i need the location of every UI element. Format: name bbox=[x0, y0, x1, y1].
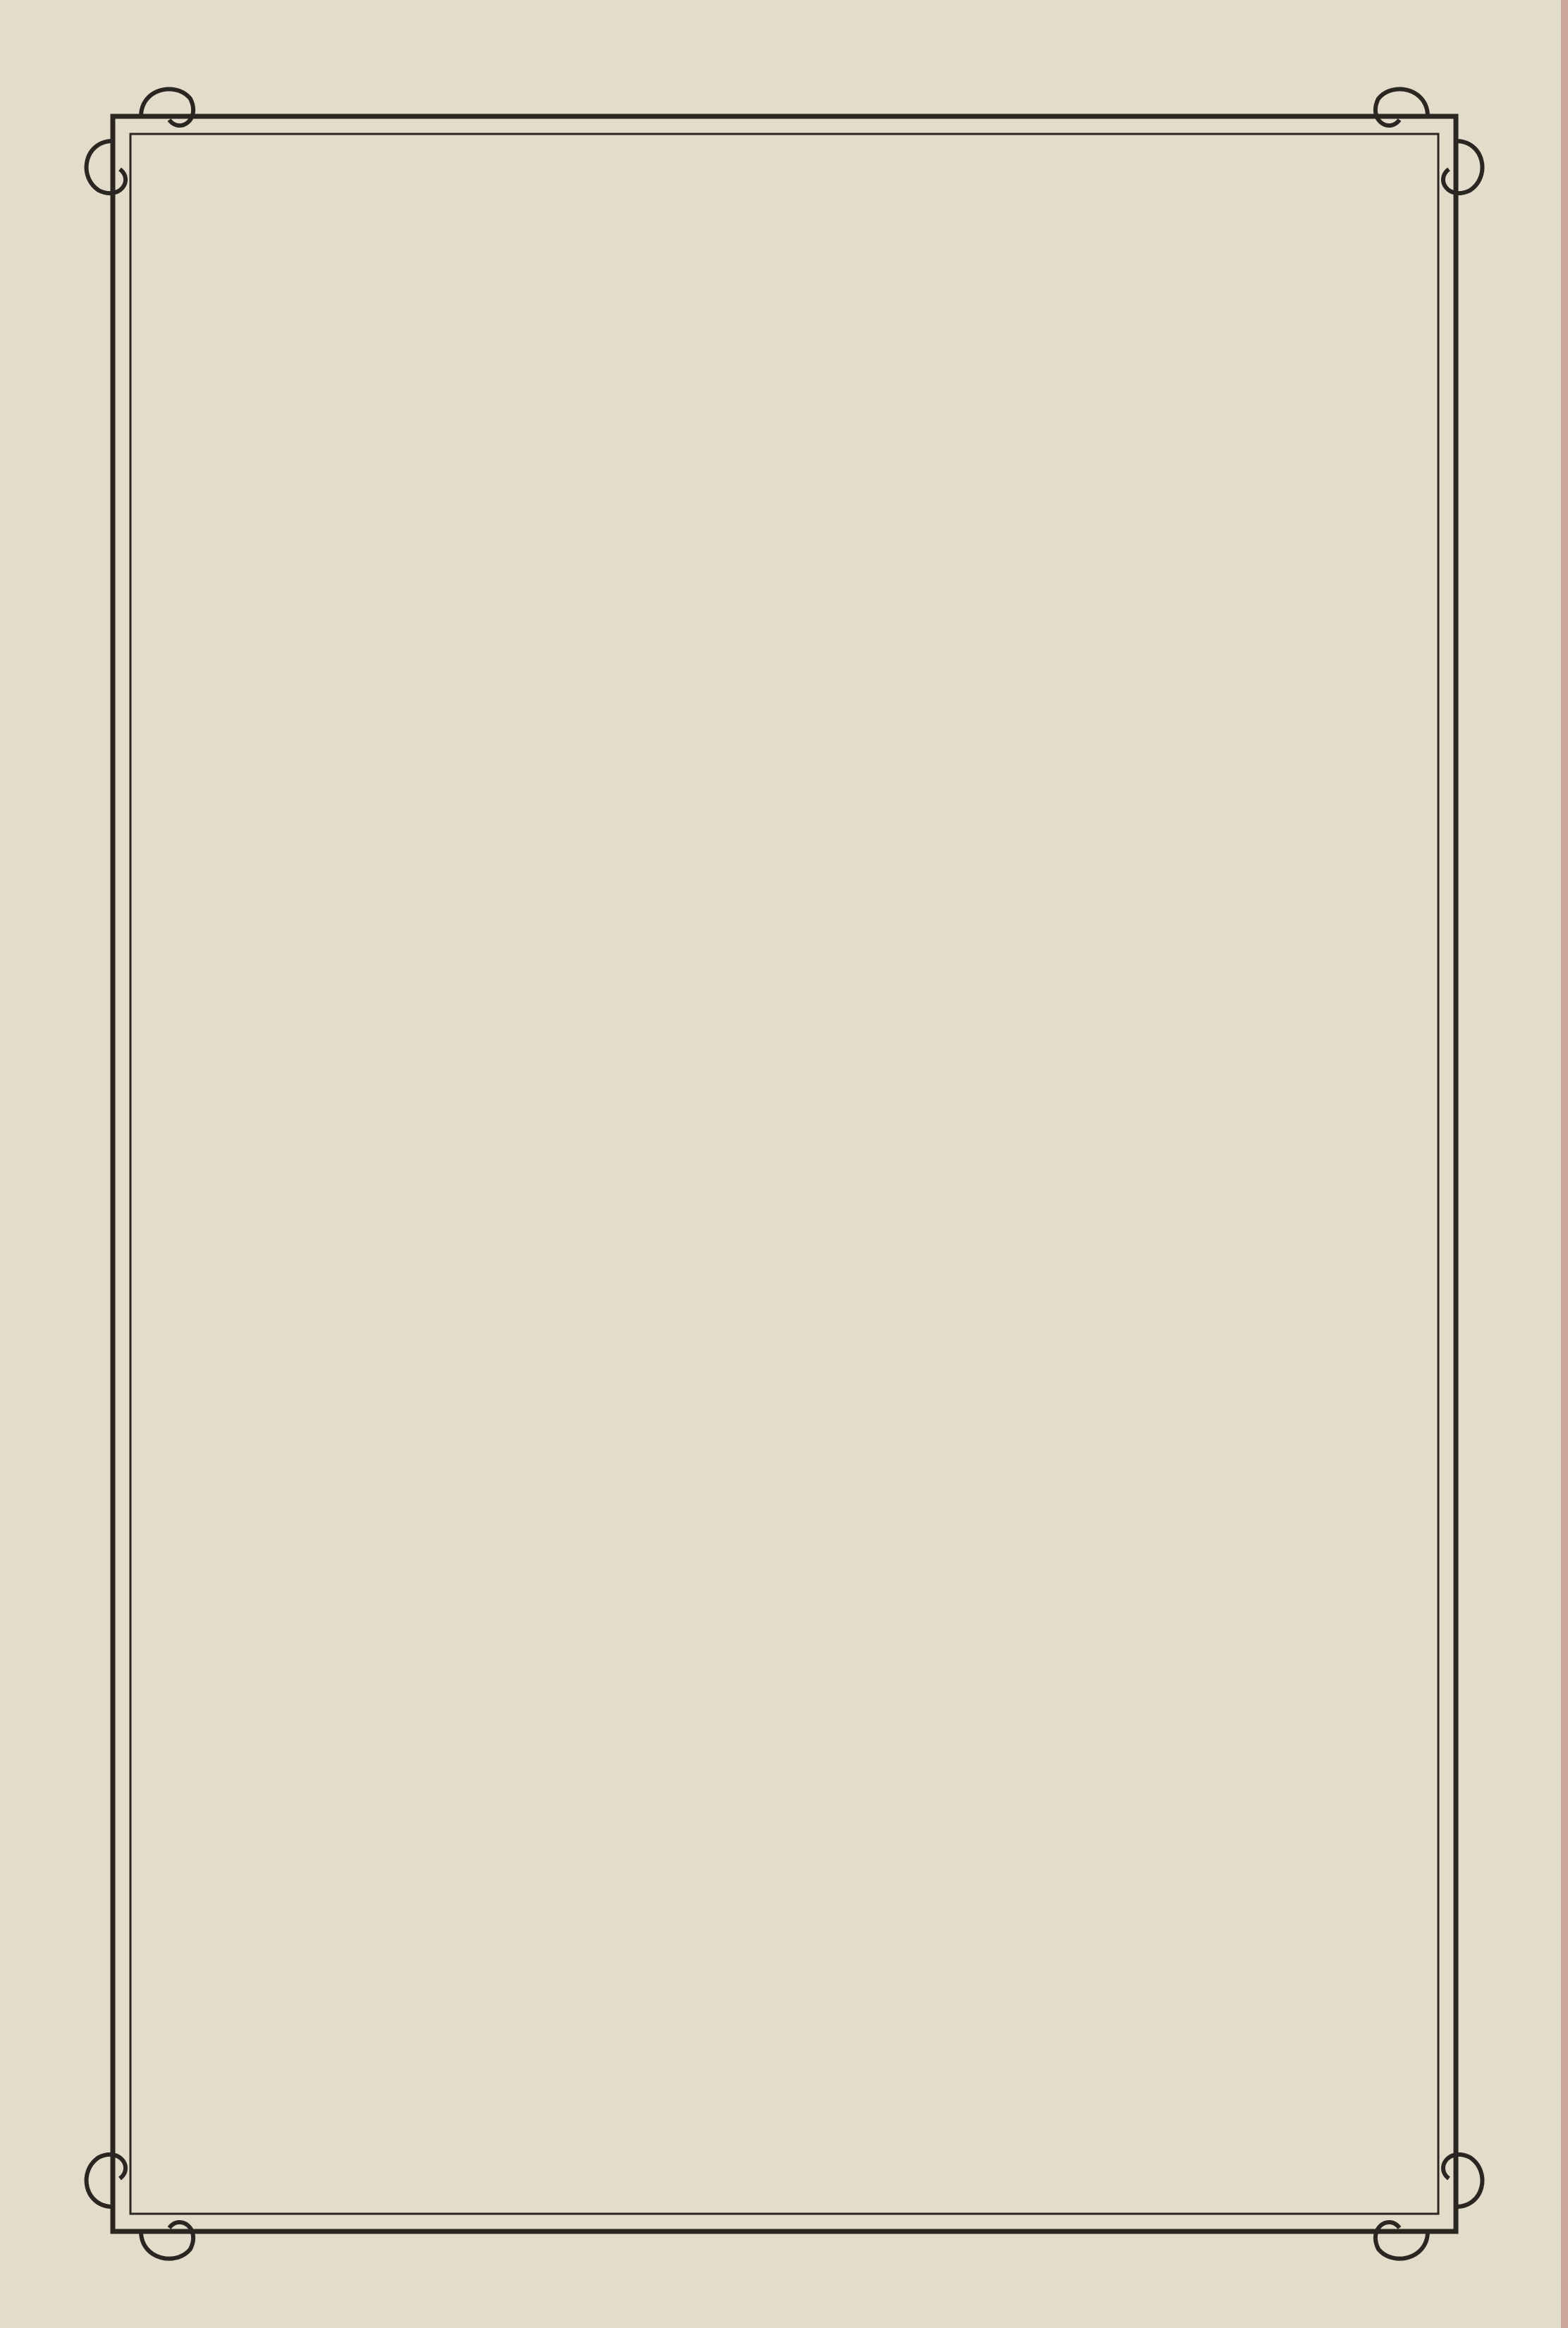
music-staves bbox=[219, 656, 1361, 987]
music-staves bbox=[219, 1382, 1361, 1713]
music-system-3 bbox=[219, 1022, 1361, 1354]
music-staves bbox=[219, 1022, 1361, 1354]
music-staves bbox=[219, 289, 1361, 620]
music-system-1 bbox=[219, 289, 1361, 620]
music-system-4 bbox=[219, 1382, 1361, 1713]
music-system-5 bbox=[219, 1741, 1361, 2122]
music-staves bbox=[219, 1741, 1361, 2122]
music-system-2 bbox=[219, 656, 1361, 987]
